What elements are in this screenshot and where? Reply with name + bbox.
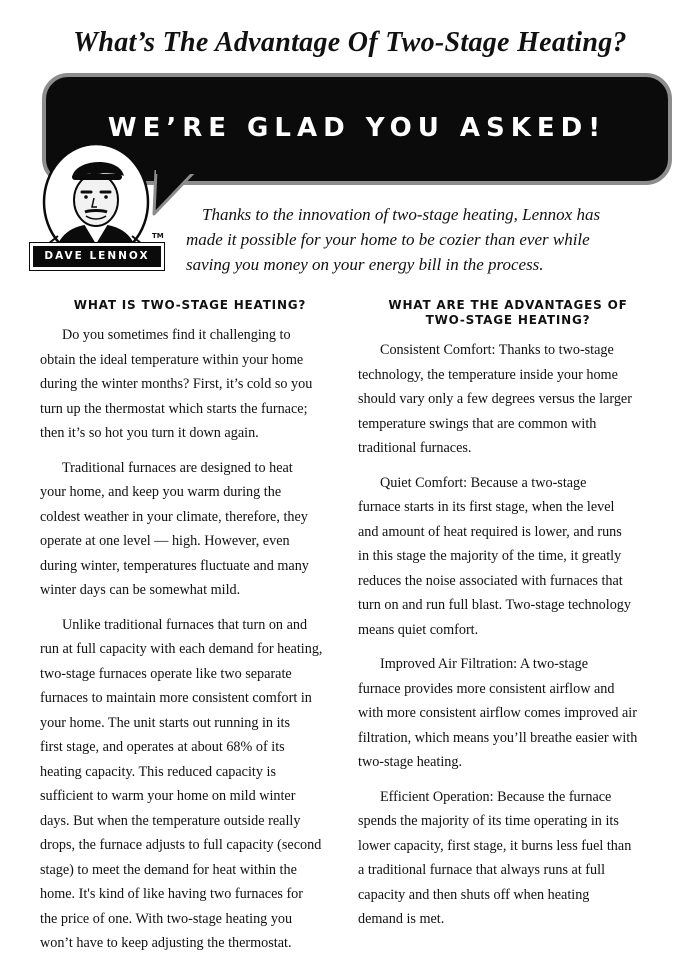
text-line: then it’s so hot you turn it down again.: [40, 425, 259, 441]
right-paragraph-quiet-comfort: [358, 471, 658, 643]
text-line: Quiet Comfort: Because a two-stage: [380, 474, 587, 491]
text-line: demand is met.: [358, 911, 445, 927]
text-line: should vary only a few degrees versus the larger: [358, 391, 632, 407]
text-line: stage) to meet the demand for heat within the: [40, 861, 297, 878]
text-line: your home, and keep you warm during the: [40, 484, 282, 500]
right-paragraph-air-filtration: [358, 652, 658, 775]
text-line: furnace provides more consistent airflow and: [358, 680, 615, 697]
text-line: a traditional furnace that always runs at full: [358, 862, 606, 878]
text-line: your home. The unit starts out running in its: [40, 714, 290, 731]
text-line: temperature swings that are common with: [358, 415, 597, 432]
text-line: two-stage heating.: [358, 754, 463, 770]
intro-paragraph: [186, 202, 646, 277]
text-line: spends the majority of its time operating in its: [358, 813, 619, 829]
text-line: Do you sometimes find it challenging to: [62, 327, 291, 343]
heading-line: WHAT ARE THE ADVANTAGES OF: [388, 298, 628, 312]
text-line: heating capacity. This reduced capacity is: [40, 763, 276, 780]
text-line: and amount of heat required is lower, and runs: [358, 523, 622, 540]
text-line: turn up the thermostat which starts the furnace;: [40, 400, 308, 417]
text-line: drops, the furnace adjusts to full capacity (second: [40, 837, 322, 853]
text-line: during the winter months? First, it’s cold so you: [40, 376, 313, 392]
name-plate: DAVE LENNOX: [30, 243, 164, 270]
right-paragraph-consistent-comfort: [358, 338, 658, 461]
text-line: reduces the noise associated with furnaces that: [358, 572, 623, 589]
dave-lennox-portrait-icon: [28, 140, 158, 260]
left-column-heading: [40, 298, 340, 313]
right-column-heading: [358, 298, 658, 328]
page-title: What’s The Advantage Of Two-Stage Heating?: [73, 26, 627, 58]
text-line: with more consistent airflow comes improved air: [358, 705, 637, 721]
text-line: traditional furnaces.: [358, 440, 472, 456]
text-line: run at full capacity with each demand for heating,: [40, 641, 323, 657]
text-line: home. It's kind of like having two furnaces for: [40, 886, 303, 902]
text-line: Improved Air Filtration: A two-stage: [380, 656, 589, 672]
text-line: capacity and then shuts off when heating: [358, 886, 590, 903]
text-line: turn on and run full blast. Two-stage technology: [358, 597, 631, 613]
text-line: Efficient Operation: Because the furnace: [380, 788, 612, 805]
intro-line: saving you money on your energy bill in the process.: [186, 255, 544, 274]
text-line: technology, the temperature inside your home: [358, 366, 618, 383]
left-paragraph-3: [40, 613, 340, 956]
text-line: sufficient to warm your home on mild winter: [40, 788, 296, 804]
text-line: won’t have to keep adjusting the thermostat.: [40, 935, 292, 951]
heading-line: WHAT IS TWO-STAGE HEATING?: [73, 298, 307, 312]
intro-line: made it possible for your home to be cozier than ever while: [186, 230, 590, 249]
text-line: in this stage the majority of the time, it greatly: [358, 548, 622, 564]
heading-line: TWO-STAGE HEATING?: [425, 313, 591, 327]
text-line: filtration, which means you’ll breathe easier with: [358, 729, 638, 746]
text-line: operate at one level — high. However, even: [40, 533, 290, 549]
text-line: Traditional furnaces are designed to heat: [62, 459, 293, 476]
left-column: [40, 298, 340, 966]
text-line: winter days can be somewhat mild.: [40, 582, 241, 598]
text-line: furnace starts in its first stage, when the level: [358, 499, 615, 515]
text-line: first stage, and operates at about 68% of its: [40, 739, 285, 755]
text-line: Unlike traditional furnaces that turn on and: [62, 616, 308, 633]
text-line: two-stage furnaces operate like two separate: [40, 665, 292, 682]
trademark-mark: TM: [152, 232, 164, 240]
text-line: means quiet comfort.: [358, 621, 479, 638]
text-line: coldest weather in your climate, therefore, they: [40, 508, 308, 525]
right-column: [358, 298, 658, 942]
right-paragraph-efficient-operation: [358, 785, 658, 932]
text-line: Consistent Comfort: Thanks to two-stage: [380, 342, 614, 358]
left-paragraph-2: [40, 456, 340, 603]
left-paragraph-1: [40, 323, 340, 446]
text-line: days. But when the temperature outside really: [40, 812, 301, 829]
text-line: lower capacity, first stage, it burns less fuel than: [358, 837, 632, 854]
text-line: the price of one. With two-stage heating you: [40, 910, 293, 927]
text-line: during winter, temperatures fluctuate and many: [40, 557, 309, 574]
intro-line: Thanks to the innovation of two-stage heating, Lennox has: [202, 205, 601, 224]
banner-text: WE’RE GLAD YOU ASKED!: [107, 113, 607, 143]
text-line: furnaces to maintain more consistent comfort in: [40, 690, 312, 706]
text-line: obtain the ideal temperature within your home: [40, 351, 304, 368]
